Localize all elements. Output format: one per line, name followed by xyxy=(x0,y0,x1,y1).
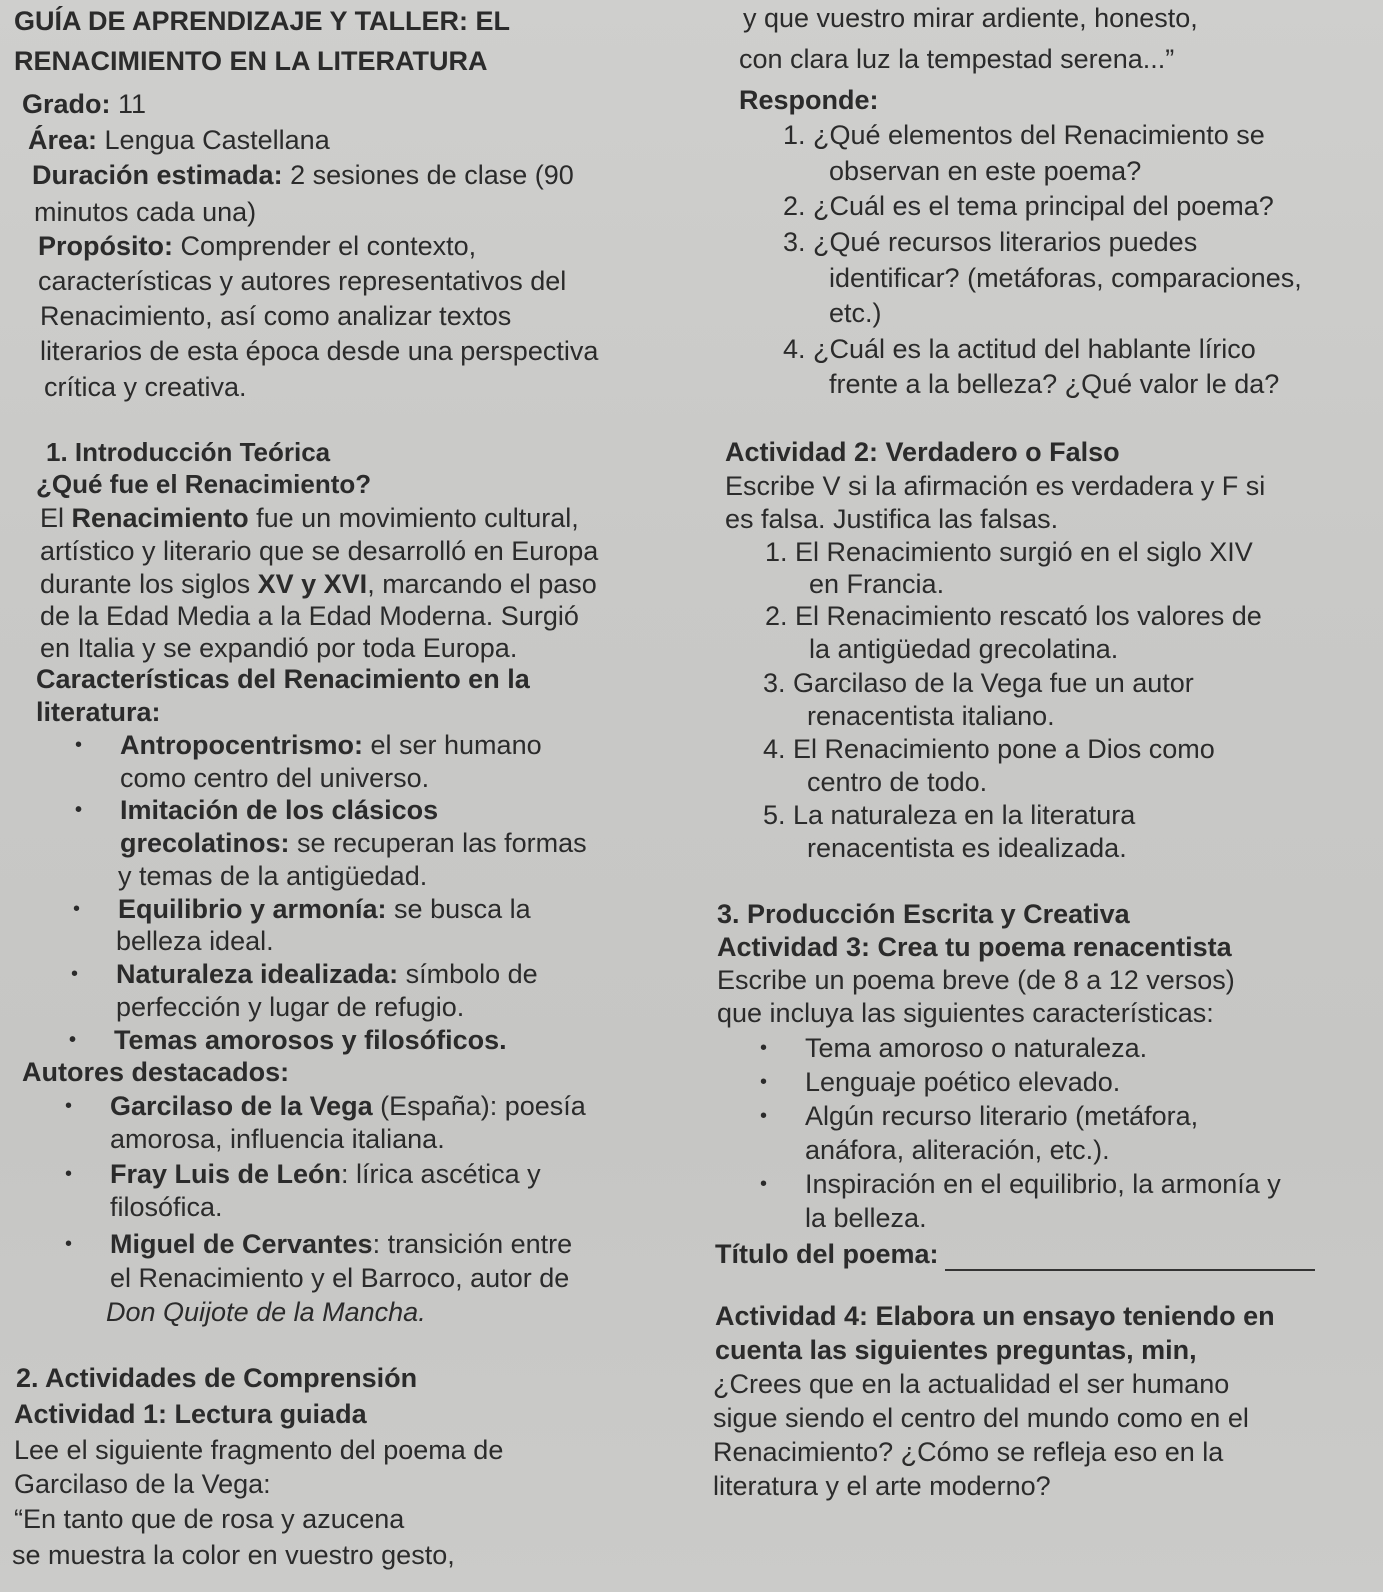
vf-item-3-l2: renacentista italiano. xyxy=(807,701,1055,731)
c2-label2: grecolatinos: xyxy=(120,828,290,858)
responde-q3-l2: identificar? (metáforas, comparaciones, xyxy=(829,263,1302,293)
intro-l1-a: El xyxy=(40,503,72,533)
vf-item-4: 4. El Renacimiento pone a Dios como xyxy=(763,734,1215,764)
autor-item-2 xyxy=(110,1158,541,1191)
duracion-label: Duración estimada: xyxy=(32,160,283,190)
a3-label: Miguel de Cervantes xyxy=(110,1229,373,1259)
a1-text: (España): poesía xyxy=(372,1091,586,1121)
vf-item-4-l2: centro de todo. xyxy=(807,767,988,797)
responde-q4-l2: frente a la belleza? ¿Qué valor le da? xyxy=(829,369,1280,399)
grado-line xyxy=(22,88,146,121)
actividad4-title: Actividad 4: Elabora un ensayo teniendo en xyxy=(715,1301,1275,1331)
carac-item-5: • Temas amorosos y filosóficos. xyxy=(114,1024,507,1057)
intro-l1-b: Renacimiento xyxy=(71,503,249,533)
section1-title: 1. Introducción Teórica xyxy=(46,437,331,467)
responde-q1-l2: observan en este poema? xyxy=(829,156,1142,186)
area-value: Lengua Castellana xyxy=(97,125,330,155)
carac-item-3 xyxy=(118,893,531,926)
vf-item-3: 3. Garcilaso de la Vega fue un autor xyxy=(763,668,1194,698)
actividad1-line1: Lee el siguiente fragmento del poema de xyxy=(14,1435,504,1465)
area-label: Área: xyxy=(28,125,98,155)
poema-req-3-l2: anáfora, aliteración, etc.). xyxy=(805,1135,1110,1165)
vf-item-1: 1. El Renacimiento surgió en el siglo XIV xyxy=(765,537,1253,567)
poema-req-1: • Tema amoroso o naturaleza. xyxy=(805,1032,1147,1065)
c2-text: se recuperan las formas xyxy=(289,828,587,858)
c4-text: símbolo de xyxy=(398,959,538,989)
poema-req-4: • Inspiración en el equilibrio, la armonía y xyxy=(805,1168,1281,1201)
a2-label: Fray Luis de León xyxy=(110,1159,342,1189)
poem-line2: se muestra la color en vuestro gesto, xyxy=(12,1540,455,1570)
a2-text: : lírica ascética y xyxy=(341,1159,541,1189)
q-renacimiento: ¿Qué fue el Renacimiento? xyxy=(36,469,372,499)
carac-item-2: • Imitación de los clásicos xyxy=(120,794,438,827)
area-line xyxy=(28,124,330,157)
grado-label: Grado: xyxy=(22,89,111,119)
actividad4-q3: Renacimiento? ¿Cómo se refleja eso en la xyxy=(713,1437,1224,1467)
c3-label: Equilibrio y armonía: xyxy=(118,894,387,924)
responde-q4: 4. ¿Cuál es la actitud del hablante lírico xyxy=(783,334,1256,364)
duracion-line xyxy=(32,159,574,192)
doc-title-line1: GUÍA DE APRENDIZAJE Y TALLER: EL xyxy=(14,6,511,36)
c4-label: Naturaleza idealizada: xyxy=(116,959,399,989)
intro-l1-c: fue un movimiento cultural, xyxy=(248,503,579,533)
intro-line3 xyxy=(40,568,597,601)
proposito-line xyxy=(38,230,476,263)
vf-item-5: 5. La naturaleza en la literatura xyxy=(763,800,1136,830)
responde-q3: 3. ¿Qué recursos literarios puedes xyxy=(783,227,1198,257)
carac-item-3-l2: belleza ideal. xyxy=(116,926,274,956)
intro-line1 xyxy=(40,502,579,535)
carac-item-2-l3: y temas de la antigüedad. xyxy=(118,861,428,891)
autores-title: Autores destacados: xyxy=(22,1057,290,1087)
responde-q3-l3: etc.) xyxy=(829,298,882,328)
autor-item-3 xyxy=(110,1228,572,1261)
intro-l3-a: durante los siglos xyxy=(40,569,258,599)
actividad3-title: Actividad 3: Crea tu poema renacentista xyxy=(717,932,1232,962)
carac-item-1 xyxy=(120,729,542,762)
poema-req-4-l2: la belleza. xyxy=(805,1203,927,1233)
carac-item-4 xyxy=(116,958,538,991)
actividad4-q2: sigue siendo el centro del mundo como en el xyxy=(713,1403,1249,1433)
section2-title: 2. Actividades de Comprensión xyxy=(16,1363,418,1393)
intro-line5: en Italia y se expandió por toda Europa. xyxy=(40,633,518,663)
proposito-line5: crítica y creativa. xyxy=(44,372,247,402)
actividad4-title-l2: cuenta las siguientes preguntas, min, xyxy=(715,1335,1197,1365)
proposito-line4: literarios de esta época desde una perspectiva xyxy=(40,336,599,366)
titulo-poema-blank[interactable] xyxy=(945,1241,1315,1271)
vf-item-2-l2: la antigüedad grecolatina. xyxy=(809,634,1119,664)
titulo-poema-line xyxy=(715,1238,1315,1271)
poem-line4: con clara luz la tempestad serena...” xyxy=(739,44,1175,74)
autor-item-3-l2: el Renacimiento y el Barroco, autor de xyxy=(110,1263,570,1293)
intro-line4: de la Edad Media a la Edad Moderna. Surgió xyxy=(40,601,579,631)
intro-l3-c: , marcando el paso xyxy=(367,569,597,599)
poema-req-3: • Algún recurso literario (metáfora, xyxy=(805,1100,1198,1133)
a1-label: Garcilaso de la Vega xyxy=(110,1091,373,1121)
autor-item-1-l2: amorosa, influencia italiana. xyxy=(110,1124,445,1154)
autor-item-2-l2: filosófica. xyxy=(110,1192,223,1222)
poem-line1: “En tanto que de rosa y azucena xyxy=(14,1504,405,1534)
poema-req-2: • Lenguaje poético elevado. xyxy=(805,1066,1120,1099)
grado-value: 11 xyxy=(110,89,147,119)
proposito-line2: características y autores representativos del xyxy=(38,266,567,296)
proposito-value: Comprender el contexto, xyxy=(173,231,477,261)
c3-text: se busca la xyxy=(386,894,531,924)
actividad2-line1: Escribe V si la afirmación es verdadera y F si xyxy=(725,471,1266,501)
vf-item-2: 2. El Renacimiento rescató los valores de xyxy=(765,601,1262,631)
vf-item-5-l2: renacentista es idealizada. xyxy=(807,833,1127,863)
autor-item-3-l3: Don Quijote de la Mancha. xyxy=(106,1297,426,1327)
actividad4-q1: ¿Crees que en la actualidad el ser humano xyxy=(713,1369,1230,1399)
actividad3-line2: que incluya las siguientes características: xyxy=(717,998,1214,1028)
c1-label: Antropocentrismo: xyxy=(120,730,363,760)
actividad1-title: Actividad 1: Lectura guiada xyxy=(14,1399,367,1429)
actividad3-line1: Escribe un poema breve (de 8 a 12 versos) xyxy=(717,965,1235,995)
proposito-label: Propósito: xyxy=(38,231,173,261)
actividad4-q4: literatura y el arte moderno? xyxy=(713,1471,1051,1501)
duracion-line2: minutos cada una) xyxy=(34,197,257,227)
poem-line3: y que vuestro mirar ardiente, honesto, xyxy=(743,3,1198,33)
proposito-line3: Renacimiento, así como analizar textos xyxy=(40,301,512,331)
intro-line2: artístico y literario que se desarrolló en Europa xyxy=(40,536,599,566)
titulo-poema-label: Título del poema: xyxy=(715,1239,939,1269)
autor-item-1 xyxy=(110,1090,586,1123)
c1-text: el ser humano xyxy=(363,730,542,760)
responde-q2: 2. ¿Cuál es el tema principal del poema? xyxy=(783,191,1274,221)
duracion-value: 2 sesiones de clase (90 xyxy=(282,160,574,190)
responde-q1: 1. ¿Qué elementos del Renacimiento se xyxy=(783,120,1265,150)
actividad2-title: Actividad 2: Verdadero o Falso xyxy=(725,437,1120,467)
actividad2-line2: es falsa. Justifica las falsas. xyxy=(725,504,1059,534)
caracteristicas-title-1: Características del Renacimiento en la xyxy=(36,664,530,694)
vf-item-1-l2: en Francia. xyxy=(809,569,945,599)
carac-item-2-l2 xyxy=(120,827,587,860)
a3-text: : transición entre xyxy=(372,1229,573,1259)
carac-item-1-l2: como centro del universo. xyxy=(120,763,430,793)
carac-item-4-l2: perfección y lugar de refugio. xyxy=(116,992,465,1022)
doc-title-line2: RENACIMIENTO EN LA LITERATURA xyxy=(14,46,488,76)
intro-l3-b: XV y XVI xyxy=(257,569,368,599)
responde-title: Responde: xyxy=(739,85,879,115)
caracteristicas-title-2: literatura: xyxy=(36,697,161,727)
actividad1-line2: Garcilaso de la Vega: xyxy=(14,1469,271,1499)
section3-title: 3. Producción Escrita y Creativa xyxy=(717,899,1130,929)
